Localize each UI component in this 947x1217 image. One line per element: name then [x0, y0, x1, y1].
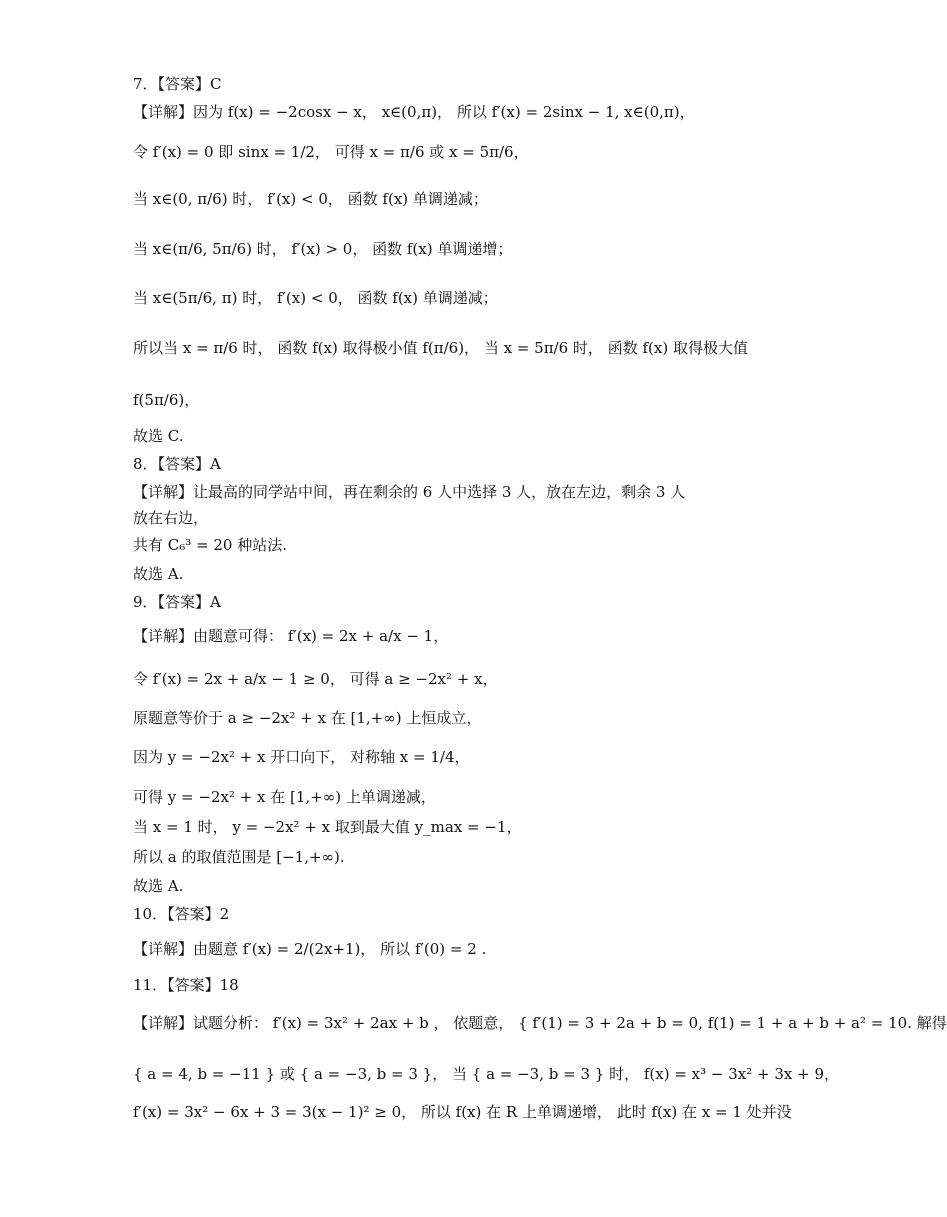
answer-8-line-1: 【详解】让最高的同学站中间，再在剩余的 6 人中选择 3 人，放在左边，剩余 3 人 — [133, 483, 686, 501]
answer-8-line-2: 放在右边， — [133, 509, 209, 527]
answer-9-line-6: 当 x = 1 时， y = −2x² + x 取到最大值 y_max = −1， — [133, 818, 522, 836]
answer-7-line-7: f(5π/6)， — [133, 391, 200, 409]
answer-9-line-1: 【详解】由题意可得： f′(x) = 2x + a/x − 1， — [133, 627, 449, 645]
answer-9-line-2: 令 f′(x) = 2x + a/x − 1 ≥ 0， 可得 a ≥ −2x² + x， — [133, 670, 498, 688]
answer-7-line-3: 当 x∈(0, π/6) 时， f′(x) < 0， 函数 f(x) 单调递减； — [133, 190, 488, 208]
answer-10-line-1: 【详解】由题意 f′(x) = 2/(2x+1)， 所以 f′(0) = 2 . — [133, 940, 487, 958]
answer-9-line-4: 因为 y = −2x² + x 开口向下， 对称轴 x = 1/4， — [133, 748, 470, 766]
answer-7-line-1: 【详解】因为 f(x) = −2cosx − x， x∈(0,π)， 所以 f′(x) = 2sinx − 1, x∈(0,π)， — [133, 103, 695, 121]
answer-11-heading: 11．【答案】18 — [133, 976, 239, 994]
answer-7-line-5: 当 x∈(5π/6, π) 时， f′(x) < 0， 函数 f(x) 单调递减； — [133, 289, 498, 307]
answer-7-heading: 7．【答案】C — [133, 75, 222, 93]
answer-7-line-4: 当 x∈(π/6, 5π/6) 时， f′(x) > 0， 函数 f(x) 单调递增； — [133, 240, 513, 258]
answer-7-conclusion: 故选 C. — [133, 427, 184, 445]
answer-10-heading: 10．【答案】2 — [133, 905, 230, 923]
answer-11-line-1: 【详解】试题分析： f′(x) = 3x² + 2ax + b ， 依题意， { f′(1) = 3 + 2a + b = 0, f(1) = 1 + a + b + a² = 10. 解得 — [133, 1014, 947, 1032]
answer-8-conclusion: 故选 A. — [133, 565, 184, 583]
answer-9-heading: 9．【答案】A — [133, 593, 221, 611]
answer-11-line-3: f′(x) = 3x² − 6x + 3 = 3(x − 1)² ≥ 0， 所以 f(x) 在 R 上单调递增， 此时 f(x) 在 x = 1 处并没 — [133, 1103, 792, 1121]
answer-7-line-6: 所以当 x = π/6 时， 函数 f(x) 取得极小值 f(π/6)， 当 x = 5π/6 时， 函数 f(x) 取得极大值 — [133, 339, 748, 357]
answer-9-line-5: 可得 y = −2x² + x 在 [1,+∞) 上单调递减， — [133, 788, 436, 806]
answer-8-heading: 8．【答案】A — [133, 455, 221, 473]
answer-9-line-3: 原题意等价于 a ≥ −2x² + x 在 [1,+∞) 上恒成立， — [133, 709, 482, 727]
answer-11-line-2: { a = 4, b = −11 } 或 { a = −3, b = 3 }， 当 { a = −3, b = 3 } 时， f(x) = x³ − 3x² + 3x + 9， — [133, 1065, 840, 1083]
answer-9-conclusion: 故选 A. — [133, 877, 184, 895]
answer-8-line-3: 共有 C₆³ = 20 种站法. — [133, 536, 287, 554]
answer-7-line-2: 令 f′(x) = 0 即 sinx = 1/2， 可得 x = π/6 或 x = 5π/6， — [133, 143, 529, 161]
answer-9-line-7: 所以 a 的取值范围是 [−1,+∞). — [133, 848, 345, 866]
